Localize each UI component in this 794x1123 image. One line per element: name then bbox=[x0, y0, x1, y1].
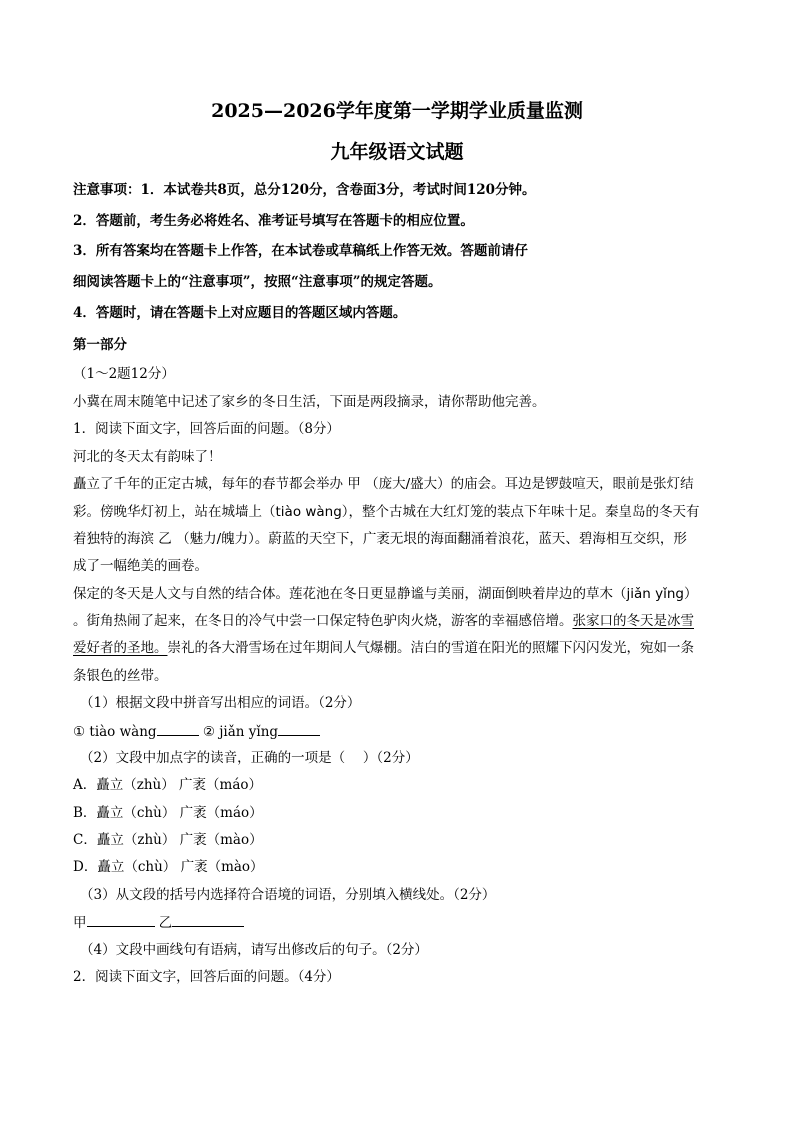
passage-1-line-3: 着独特的海滨 乙 （魅力/魄力）。蔚蓝的天空下，广袤无垠的海面翻涌着浪花，蓝天、碧海相互交织，形 bbox=[73, 531, 687, 547]
passage-2-line-2 bbox=[73, 611, 723, 631]
notice-line-5: 4．答题时，请在答题卡上对应题目的答题区域内答题。 bbox=[73, 305, 407, 321]
option-b[interactable]: B．矗立（chù） 广袤（máo） bbox=[73, 805, 263, 821]
underlined-sentence-end: 爱好者的圣地。 bbox=[73, 640, 168, 656]
passage-1-line-1: 矗立了千年的正定古城，每年的春节都会举办 甲 （庞大/盛大）的庙会。耳边是锣鼓喧天，眼前是张灯结 bbox=[73, 476, 694, 492]
passage-2-line-1: 保定的冬天是人文与自然的结合体。莲花池在冬日更显静谧与美丽，湖面倒映着岸边的草木（jiǎn yǐng） bbox=[73, 586, 698, 602]
question-2-stem: 2．阅读下面文字，回答后面的问题。（4分） bbox=[73, 969, 340, 985]
subquestion-4: （4）文段中画线句有语病，请写出修改后的句子。（2分） bbox=[80, 942, 428, 958]
subquestion-2: （2）文段中加点字的读音，正确的一项是（ ）（2分） bbox=[80, 750, 419, 766]
subquestion-1-answers bbox=[73, 721, 723, 742]
underlined-sentence-start: 张家口的冬天是冰雪 bbox=[572, 613, 694, 629]
passage-1-line-2: 彩。傍晚华灯初上，站在城墙上（tiào wàng），整个古城在大红灯笼的装点下年味十足。秦皇岛的冬天有 bbox=[73, 504, 700, 520]
page-subtitle: 九年级语文试题 bbox=[330, 141, 464, 163]
passage-2-line-4: 条银色的丝带。 bbox=[73, 668, 168, 684]
option-c[interactable]: C．矗立（zhù） 广袤（mào） bbox=[73, 832, 263, 848]
pinyin-1-label: ① tiào wàng bbox=[73, 724, 157, 740]
part-intro: 小冀在周末随笔中记述了家乡的冬日生活，下面是两段摘录，请你帮助他完善。 bbox=[73, 394, 546, 410]
blank-jia-label: 甲 bbox=[73, 915, 87, 931]
blank-yi-label: 乙 bbox=[158, 915, 173, 931]
notice-line-3: 3．所有答案均在答题卡上作答，在本试卷或草稿纸上作答无效。答题前请仔 bbox=[73, 243, 528, 259]
blank-jia-answer[interactable] bbox=[87, 912, 155, 927]
pinyin-2-label: ② jiǎn yǐng bbox=[202, 724, 279, 740]
page-title: 2025—2026学年度第一学期学业质量监测 bbox=[211, 100, 583, 122]
question-1-stem: 1．阅读下面文字，回答后面的问题。（8分） bbox=[73, 421, 340, 437]
pinyin-1-answer-blank[interactable] bbox=[157, 721, 199, 736]
subquestion-3: （3）从文段的括号内选择符合语境的词语，分别填入横线处。（2分） bbox=[80, 887, 496, 903]
option-a[interactable]: A．矗立（zhù） 广袤（máo） bbox=[73, 777, 263, 793]
passage-2-line-2-plain: 。街角热闹了起来，在冬日的冷气中尝一口保定特色驴肉火烧，游客的幸福感倍增。 bbox=[73, 613, 573, 629]
notice-line-4: 细阅读答题卡上的“注意事项”，按照“注意事项”的规定答题。 bbox=[73, 274, 442, 290]
blank-yi-answer[interactable] bbox=[172, 912, 244, 927]
passage-1-line-4: 成了一幅绝美的画卷。 bbox=[73, 558, 208, 574]
passage-1-title: 河北的冬天太有韵味了！ bbox=[73, 449, 222, 465]
part-range: （1～2题12分） bbox=[73, 366, 175, 382]
subquestion-1: （1）根据文段中拼音写出相应的词语。（2分） bbox=[80, 695, 361, 711]
passage-2-line-3 bbox=[73, 638, 723, 658]
subquestion-3-answers bbox=[73, 912, 723, 933]
option-d[interactable]: D．矗立（chù） 广袤（mào） bbox=[73, 859, 264, 875]
passage-2-line-3-plain: 崇礼的各大滑雪场在过年期间人气爆棚。洁白的雪道在阳光的照耀下闪闪发光，宛如一条 bbox=[167, 640, 694, 656]
pinyin-2-answer-blank[interactable] bbox=[278, 721, 320, 736]
part-heading: 第一部分 bbox=[73, 337, 127, 353]
notice-line-2: 2．答题前，考生务必将姓名、准考证号填写在答题卡的相应位置。 bbox=[73, 213, 474, 229]
notice-line-1: 注意事项：1．本试卷共8页，总分120分，含卷面3分，考试时间120分钟。 bbox=[73, 182, 536, 198]
